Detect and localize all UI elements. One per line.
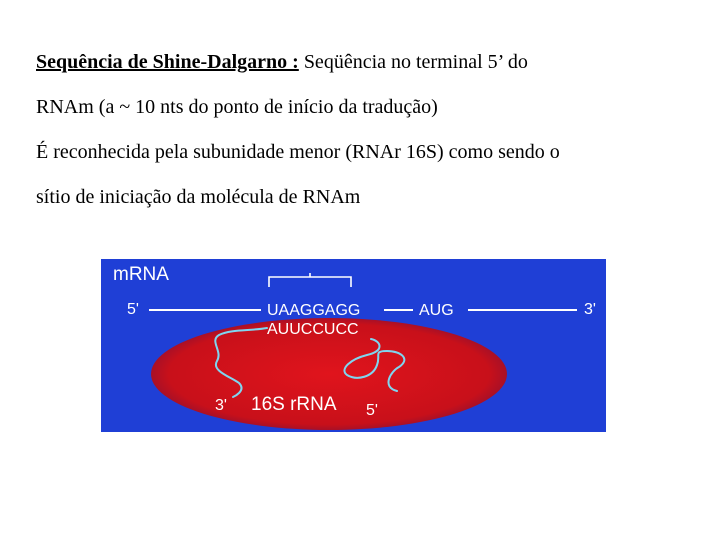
rrna-name-label: 16S rRNA: [251, 394, 337, 415]
mrna-3prime-label: 3': [584, 301, 596, 318]
shine-dalgarno-sequence: UAAGGAGG: [267, 302, 361, 319]
description-text: [36, 40, 686, 220]
description-line-3: É reconhecida pela subunidade menor (RNAr 16S) como sendo o: [36, 141, 560, 163]
description-line-1: [36, 40, 686, 85]
section-heading: Sequência de Shine-Dalgarno :: [36, 51, 299, 73]
diagram-svg: [101, 259, 606, 432]
shine-dalgarno-diagram: [101, 259, 606, 432]
anti-shine-dalgarno-sequence: AUUCCUCC: [267, 321, 359, 338]
description-line-4: sítio de iniciação da molécula de RNAm: [36, 186, 361, 208]
rrna-5prime-label: 5': [366, 402, 378, 419]
start-codon-label: AUG: [419, 302, 454, 319]
line-1-text: Seqüência no terminal 5’ do: [298, 51, 528, 73]
rrna-3prime-label: 3': [215, 397, 227, 414]
mrna-label: mRNA: [113, 264, 169, 285]
description-line-2: RNAm (a ~ 10 nts do ponto de início da tradução): [36, 96, 438, 118]
mrna-5prime-label: 5': [127, 301, 139, 318]
